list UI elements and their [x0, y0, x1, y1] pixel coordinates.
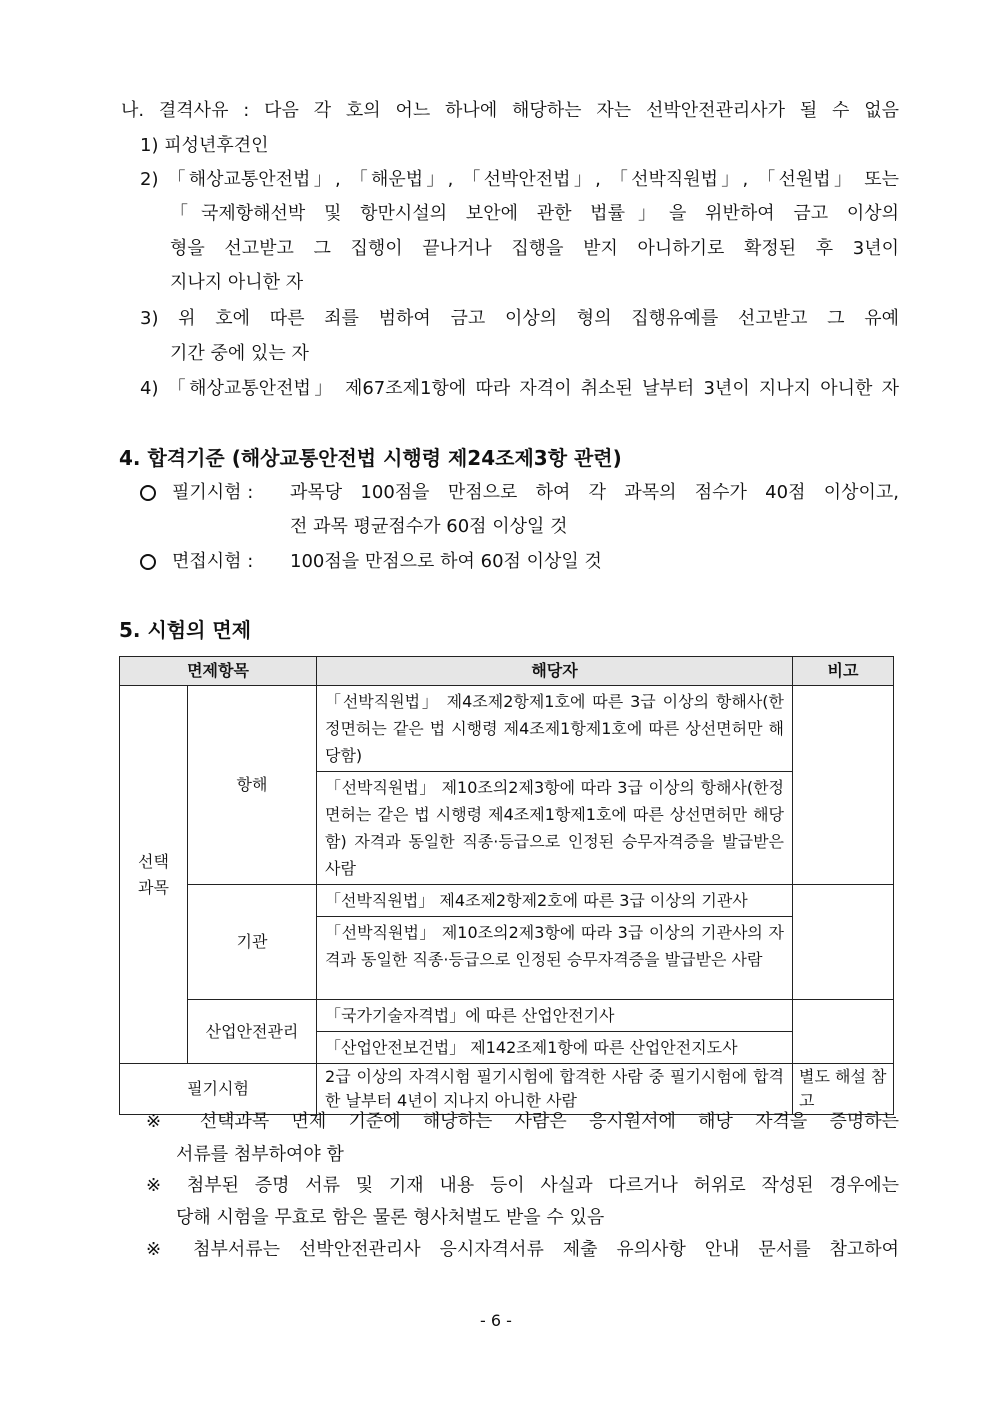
disqualification-item-2-line-4: 지나지 아니한 자: [170, 272, 304, 293]
disqualification-item-3-line-1: 3) 위 호에 따른 죄를 범하여 금고 이상의 형의 집행유예를 선고받고 그 유예: [140, 308, 899, 329]
note-2-line-1: ※ 첨부된 증명 서류 및 기재 내용 등이 사실과 다르거나 허위로 작성된 경우에는: [146, 1175, 899, 1196]
navigation-label: 항해: [188, 686, 317, 885]
written-exam-remarks: 별도 해설 참고: [793, 1064, 894, 1115]
elective-subject-label: 선택 과목: [120, 686, 188, 1064]
navigation-applicant-1: 「선박직원법」 제4조제2항제1호에 따른 3급 이상의 항해사(한정면허는 같은 법 시행령 제4조제1항제1호에 따른 상선면허만 해당함): [317, 686, 792, 772]
interview-criteria-label: 면접시험 :: [172, 551, 254, 572]
industrial-safety-label: 산업안전관리: [188, 1000, 317, 1064]
written-exam-label: 필기시험: [120, 1064, 317, 1115]
table-row: [120, 1000, 894, 1064]
navigation-applicants: [317, 686, 793, 885]
circle-bullet-icon: [140, 554, 156, 570]
industrial-safety-remarks: [793, 1000, 894, 1064]
written-criteria-row: [140, 481, 253, 505]
section-4-heading: 4. 합격기준 (해상교통안전법 시행령 제24조제3항 관련): [119, 446, 622, 470]
circle-bullet-icon: [140, 485, 156, 501]
disqualification-item-3-line-2: 기간 중에 있는 자: [170, 343, 309, 364]
written-exam-applicant: 2급 이상의 자격시험 필기시험에 합격한 사람 중 필기시험에 합격한 날부터 4년이 지나지 아니한 사람: [317, 1064, 793, 1115]
table-header-row: [120, 657, 894, 686]
disqualification-item-2-line-2: 「국제항해선박 및 항만시설의 보안에 관한 법률」을 위반하여 금고 이상의: [170, 203, 899, 224]
disqualification-item-4: 4) 「해상교통안전법」 제67조제1항에 따라 자격이 취소된 날부터 3년이 지나지 아니한 자: [140, 378, 899, 399]
table-row: [120, 885, 894, 1000]
engine-applicants: [317, 885, 793, 1000]
industrial-safety-applicant-1: 「국가기술자격법」에 따른 산업안전기사: [317, 1000, 792, 1032]
disqualification-item-2-line-1: 2) 「해상교통안전법」, 「해운법」, 「선박안전법」, 「선박직원법」, 「선원법」 또는: [140, 169, 899, 190]
header-remarks: 비고: [793, 657, 894, 686]
note-1-line-1: ※ 선택과목 면제 기준에 해당하는 사람은 응시원서에 해당 자격을 증명하는: [146, 1111, 899, 1132]
exemption-table: [119, 656, 894, 1115]
table-row: [120, 1064, 894, 1115]
engine-remarks: [793, 885, 894, 1000]
written-criteria-line-1: 과목당 100점을 만점으로 하여 각 과목의 점수가 40점 이상이고,: [290, 482, 899, 503]
section-5-heading: 5. 시험의 면제: [119, 618, 252, 642]
disqualification-title: 나. 결격사유 : 다음 각 호의 어느 하나에 해당하는 자는 선박안전관리사가 될 수 없음: [121, 100, 899, 121]
header-applicant: 해당자: [317, 657, 793, 686]
disqualification-item-2-line-3: 형을 선고받고 그 집행이 끝나거나 집행을 받지 아니하기로 확정된 후 3년이: [170, 238, 899, 259]
note-2-line-2: 당해 시험을 무효로 함은 물론 형사처벌도 받을 수 있음: [176, 1207, 605, 1228]
industrial-safety-applicant-2: 「산업안전보건법」 제142조제1항에 따른 산업안전지도사: [325, 1038, 738, 1057]
interview-criteria-text: 100점을 만점으로 하여 60점 이상일 것: [290, 551, 602, 572]
note-1-line-2: 서류를 첨부하여야 함: [176, 1144, 344, 1165]
written-criteria-label: 필기시험 :: [172, 482, 254, 503]
navigation-applicant-2: 「선박직원법」 제10조의2제3항에 따라 3급 이상의 항해사(한정면허는 같은 법 시행령 제4조제1항제1호에 따른 상선면허만 해당함) 자격과 동일한 직종·등급으로 인정된 승무자격증을 발급받은 사람: [325, 778, 785, 878]
interview-criteria-row: [140, 550, 253, 574]
industrial-safety-applicants: [317, 1000, 793, 1064]
engine-applicant-1: 「선박직원법」 제4조제2항제2호에 따른 3급 이상의 기관사: [317, 885, 792, 917]
engine-applicant-2: 「선박직원법」 제10조의2제3항에 따라 3급 이상의 기관사의 자격과 동일한 직종·등급으로 인정된 승무자격증을 발급받은 사람: [325, 923, 785, 969]
written-criteria-line-2: 전 과목 평균점수가 60점 이상일 것: [290, 516, 568, 537]
table-row: [120, 686, 894, 885]
engine-label: 기관: [188, 885, 317, 1000]
note-3: ※ 첨부서류는 선박안전관리사 응시자격서류 제출 유의사항 안내 문서를 참고하여: [146, 1239, 899, 1260]
page-number: - 6 -: [480, 1311, 512, 1330]
header-exemption-item: 면제항목: [120, 657, 317, 686]
disqualification-item-1: 1) 피성년후견인: [140, 135, 269, 156]
navigation-remarks: [793, 686, 894, 885]
